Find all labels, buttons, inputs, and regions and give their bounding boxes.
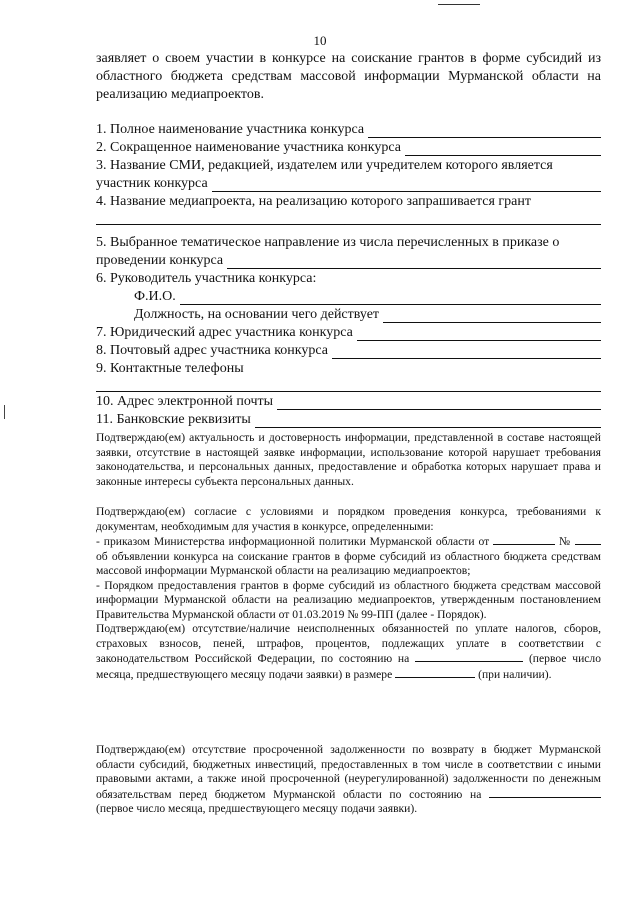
paragraph-text: (первое число месяца, предшествующего месяцу подачи заявки). bbox=[96, 802, 418, 815]
tax-obligations-text bbox=[96, 622, 601, 682]
field-label: Ф.И.О. bbox=[134, 289, 176, 304]
field-head-fio bbox=[96, 287, 601, 305]
field-postal-address bbox=[96, 341, 601, 359]
field-bank-details bbox=[96, 410, 601, 428]
paragraph-text: об объявлении конкурса на соискание грантов в форме субсидий из областного бюджета средствам массовой информации Мурманской области на реализацию медиапроектов; bbox=[96, 549, 601, 577]
top-edge-mark bbox=[438, 4, 480, 5]
field-blank-line[interactable] bbox=[96, 377, 601, 392]
paragraph-text: Подтверждаю(ем) отсутствие просроченной задолженности по возврату в бюджет Мурманской области субсидий, бюджетных инвестиций, предоставленных в том числе в соответствии с иными правовыми актами, а также иной просроченной (неурегулированной) задолженности по денежным обязательствам перед бюджетом Мурманской области по состоянию на bbox=[96, 743, 601, 801]
field-blank[interactable] bbox=[212, 179, 601, 192]
field-blank[interactable] bbox=[357, 328, 601, 341]
paragraph-text: - приказом Министерства информационной политики Мурманской области от bbox=[96, 535, 490, 548]
field-blank[interactable] bbox=[255, 415, 601, 428]
field-media-name-cont bbox=[96, 174, 601, 192]
field-blank[interactable] bbox=[383, 310, 601, 323]
field-blank[interactable] bbox=[227, 256, 601, 269]
application-form bbox=[96, 120, 601, 428]
field-label: 11. Банковские реквизиты bbox=[96, 412, 251, 427]
field-full-name bbox=[96, 120, 601, 138]
amount-blank[interactable] bbox=[395, 667, 475, 678]
field-project-name bbox=[96, 192, 601, 210]
field-head bbox=[96, 269, 601, 287]
field-blank[interactable] bbox=[180, 292, 601, 305]
procedure-item: - Порядком предоставления грантов в форме субсидий из областного бюджета средствам массовой информации Мурманской области на реализацию медиапроектов, утвержденным постановлением Правительства Мурманской области от 01.03.2019 № 99-ПП (далее - Порядок). bbox=[96, 578, 601, 621]
margin-mark bbox=[4, 405, 5, 419]
paragraph-text: Подтверждаю(ем) согласие с условиями и порядком проведения конкурса, требованиями к документам, необходимым для участия в конкурсе, определенными: bbox=[96, 505, 601, 533]
date-blank[interactable] bbox=[493, 534, 555, 545]
page-number: 10 bbox=[313, 33, 327, 48]
paragraph-text: № bbox=[559, 535, 572, 548]
field-label: 5. Выбранное тематическое направление из числа перечисленных в приказе о bbox=[96, 235, 560, 250]
field-label: 1. Полное наименование участника конкурса bbox=[96, 122, 365, 137]
field-head-position bbox=[96, 305, 601, 323]
confirmation-paragraph-1: Подтверждаю(ем) актуальность и достоверность информации, представленной в составе настоящей заявки, отсутствие в настоящей заявке информации, использование которой нарушает требования законодательства, и персональных данных, предоставление и обработка которых нарушает права и законные интересы субъекта персональных данных. bbox=[96, 431, 601, 488]
field-label: 2. Сокращенное наименование участника конкурса bbox=[96, 140, 401, 155]
field-blank[interactable] bbox=[368, 125, 601, 138]
number-blank[interactable] bbox=[575, 534, 601, 545]
field-label: Должность, на основании чего действует bbox=[134, 307, 380, 322]
field-blank-line[interactable] bbox=[96, 210, 601, 225]
field-label: 3. Название СМИ, редакцией, издателем или учредителем которого является bbox=[96, 158, 553, 173]
field-blank[interactable] bbox=[277, 397, 601, 410]
field-label: 9. Контактные телефоны bbox=[96, 361, 244, 376]
field-phones bbox=[96, 359, 601, 377]
field-label: проведении конкурса bbox=[96, 253, 224, 268]
field-label: участник конкурса bbox=[96, 176, 208, 191]
confirmation-paragraph-2 bbox=[96, 505, 601, 682]
field-label: 4. Название медиапроекта, на реализацию которого запрашивается грант bbox=[96, 194, 531, 209]
field-direction-cont bbox=[96, 251, 601, 269]
field-blank[interactable] bbox=[332, 346, 601, 359]
field-label: 6. Руководитель участника конкурса: bbox=[96, 271, 317, 286]
field-label: 7. Юридический адрес участника конкурса bbox=[96, 325, 353, 340]
paragraph-text: Подтверждаю(ем) отсутствие/наличие неисполненных обязанностей по уплате налогов, сборов, страховых взносов, пеней, штрафов, процентов, подлежащих уплате в соответствии с законодательством Российской Федерации, по состоянию на bbox=[96, 622, 601, 665]
field-label: 10. Адрес электронной почты bbox=[96, 394, 274, 409]
date-blank[interactable] bbox=[415, 651, 523, 662]
intro-text: заявляет о своем участии в конкурсе на соискание грантов в форме субсидий из областного бюджета средствам массовой информации Мурманской области на реализацию медиапроектов. bbox=[96, 51, 601, 102]
field-media-name bbox=[96, 156, 601, 174]
field-legal-address bbox=[96, 323, 601, 341]
order-item bbox=[96, 534, 601, 579]
field-label: 8. Почтовый адрес участника конкурса bbox=[96, 343, 329, 358]
field-blank[interactable] bbox=[405, 143, 601, 156]
date-blank[interactable] bbox=[489, 787, 601, 798]
paragraph-text: (первое число месяца, предшествующего месяцу подачи заявки) в размере bbox=[96, 652, 602, 681]
field-direction bbox=[96, 233, 601, 251]
confirmation-paragraph-4 bbox=[96, 743, 601, 817]
paragraph-text: (при наличии). bbox=[478, 667, 552, 681]
field-email bbox=[96, 392, 601, 410]
field-short-name bbox=[96, 138, 601, 156]
